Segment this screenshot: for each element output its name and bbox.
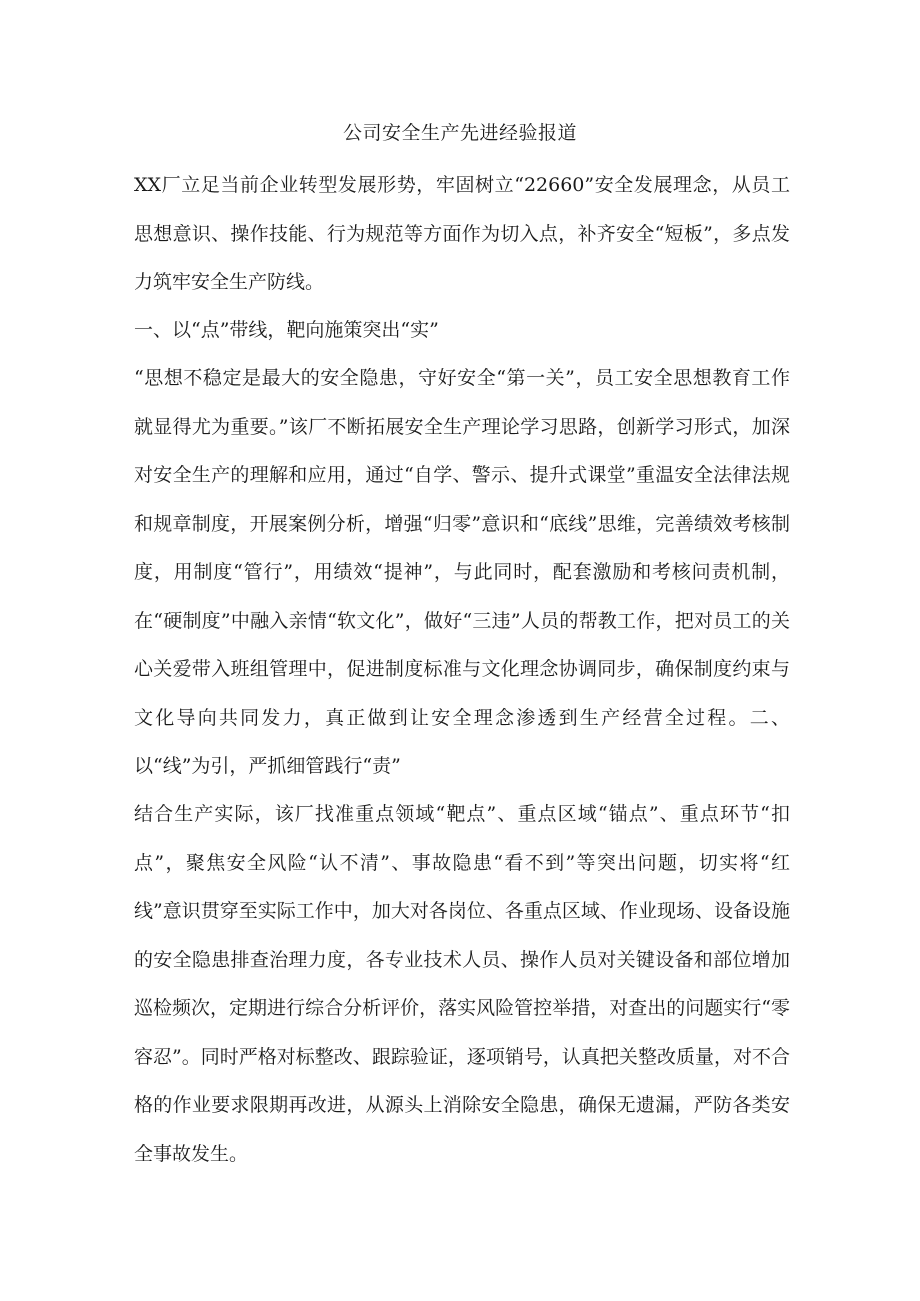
intro-paragraph: XX厂立足当前企业转型发展形势，牢固树立“22660”安全发展理念，从员工思想意识、操作技能、行为规范等方面作为切入点，补齐安全“短板”，多点发力筑牢安全生产防线。 [134, 174, 790, 293]
section-2-paragraph: 结合生产实际，该厂找准重点领域“靶点”、重点区域“锚点”、重点环节“扣点”，聚焦安全风险“认不清”、事故隐患“看不到”等突出问题，切实将“红线”意识贯穿至实际工作中，加大对各岗位、各重点区域、作业现场、设备设施的安全隐患排查治理力度，各专业技术人员、操作人员对关键设备和部位增加巡检频次，定期进行综合分析评价，落实风险管控举措，对查出的问题实行“零容忍”。同时严格对标整改、跟踪验证，逐项销号，认真把关整改质量，对不合格的作业要求限期再改进，从源头上消除安全隐患，确保无遗漏，严防各类安全事故发生。 [134, 803, 790, 1165]
document-title: 公司安全生产先进经验报道 [342, 122, 577, 144]
section-heading-1: 一、以“点”带线，靶向施策突出“实” [134, 319, 439, 341]
section-1-paragraph: “思想不稳定是最大的安全隐患，守好安全“第一关”，员工安全思想教育工作就显得尤为重要。”该厂不断拓展安全生产理论学习思路，创新学习形式，加深对安全生产的理解和应用，通过“自学、警示、提升式课堂”重温安全法律法规和规章制度，开展案例分析，增强“归零”意识和“底线”思维，完善绩效考核制度，用制度“管行”，用绩效“提神”，与此同时，配套激励和考核问责机制，在“硬制度”中融入亲情“软文化”，做好“三违”人员的帮教工作，把对员工的关心关爱带入班组管理中，促进制度标准与文化理念协调同步，确保制度约束与文化导向共同发力，真正做到让安全理念渗透到生产经营全过程。二、以“线”为引，严抓细管践行“责” [134, 367, 790, 777]
